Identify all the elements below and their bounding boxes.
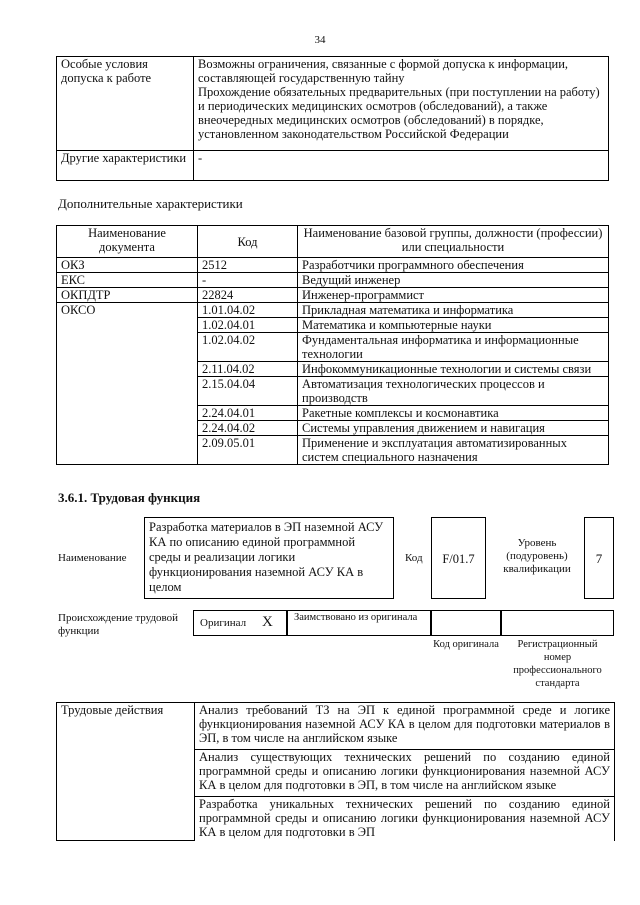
cell-name: Применение и эксплуатация автоматизированных систем специального назначения — [298, 436, 609, 465]
cell-code: 2.11.04.02 — [198, 362, 298, 377]
table-row — [57, 273, 609, 288]
actions-table — [56, 702, 615, 841]
action-item: Анализ требований ТЗ на ЭП к единой программной среде и логике функционирования наземной АСУ КА в целом для подготовки материалов в ЭП, в том числе на английском языке — [195, 703, 615, 750]
cell-code: - — [198, 273, 298, 288]
header-doc: Наименование документа — [57, 226, 198, 258]
extra-heading: Дополнительные характеристики — [58, 196, 243, 211]
original-mark: X — [262, 614, 273, 630]
table-row — [57, 258, 609, 273]
origin-reg-box — [501, 610, 614, 636]
cell-name: Автоматизация технологических процессов и производств — [298, 377, 609, 406]
cell-code: 1.02.04.01 — [198, 318, 298, 333]
caption-code: Код оригинала — [433, 639, 499, 650]
code-label: Код — [405, 552, 423, 564]
cell-name: Математика и компьютерные науки — [298, 318, 609, 333]
table-row — [57, 303, 609, 318]
conditions-label: Особые условия допуска к работе — [57, 57, 194, 151]
conditions-table — [56, 56, 609, 181]
origin-original-box — [193, 610, 287, 636]
function-name-box: Разработка материалов в ЭП наземной АСУ КА по описанию единой программной среды и реализации логики функционирования наземной АСУ КА в целом — [144, 517, 394, 599]
table-header-row — [57, 226, 609, 258]
cell-doc: ОКСО — [57, 303, 198, 465]
cell-code: 1.01.04.02 — [198, 303, 298, 318]
header-name: Наименование базовой группы, должности (профессии) или специальности — [298, 226, 609, 258]
cell-doc: ОКПДТР — [57, 288, 198, 303]
cell-name: Прикладная математика и информатика — [298, 303, 609, 318]
cell-name: Фундаментальная информатика и информационные технологии — [298, 333, 609, 362]
actions-label: Трудовые действия — [57, 703, 195, 841]
action-item: Анализ существующих технических решений по созданию единой программной среды и описанию логики функционирования наземной АСУ КА в целом для подготовки в ЭП, в том числе на английском языке — [195, 750, 615, 797]
cell-name: Инфокоммуникационные технологии и системы связи — [298, 362, 609, 377]
origin-borrowed-box: Заимствовано из оригинала — [287, 610, 431, 636]
cell-code: 2.24.04.02 — [198, 421, 298, 436]
cell-code: 22824 — [198, 288, 298, 303]
function-heading: 3.6.1. Трудовая функция — [58, 490, 201, 505]
table-row — [57, 57, 609, 151]
extra-table — [56, 225, 609, 465]
function-code-box: F/01.7 — [431, 517, 486, 599]
cell-name: Системы управления движением и навигация — [298, 421, 609, 436]
caption-reg: Регистрационный номер профессионального стандарта — [513, 639, 602, 689]
conditions-line: Возможны ограничения, связанные с формой допуска к информации, составляющей государственную тайну — [198, 57, 569, 85]
cell-doc: ЕКС — [57, 273, 198, 288]
conditions-value: - — [194, 151, 609, 181]
cell-code: 1.02.04.02 — [198, 333, 298, 362]
table-row — [57, 288, 609, 303]
level-value-box: 7 — [584, 517, 614, 599]
origin-label: Происхождение трудовой функции — [58, 612, 179, 637]
conditions-label: Другие характеристики — [57, 151, 194, 181]
cell-name: Инженер-программист — [298, 288, 609, 303]
original-label: Оригинал — [200, 617, 247, 629]
cell-name: Разработчики программного обеспечения — [298, 258, 609, 273]
cell-name: Ведущий инженер — [298, 273, 609, 288]
conditions-line: Прохождение обязательных предварительных (при поступлении на работу) и периодических медицинских осмотров (обследований), а также внеочередных медицинских осмотров (обследований) в порядке, установленном законодательством Российской Федерации — [198, 85, 600, 141]
table-row — [57, 703, 615, 750]
table-row — [57, 151, 609, 181]
page-number: 34 — [314, 34, 326, 46]
cell-name: Ракетные комплексы и космонавтика — [298, 406, 609, 421]
cell-code: 2.09.05.01 — [198, 436, 298, 465]
name-label: Наименование — [58, 552, 127, 564]
cell-doc: ОКЗ — [57, 258, 198, 273]
cell-code: 2512 — [198, 258, 298, 273]
origin-code-box — [431, 610, 501, 636]
level-label: Уровень (подуровень) квалификации — [503, 537, 571, 575]
header-code: Код — [198, 226, 298, 258]
cell-code: 2.15.04.04 — [198, 377, 298, 406]
cell-code: 2.24.04.01 — [198, 406, 298, 421]
conditions-value — [194, 57, 609, 151]
action-item: Разработка уникальных технических решений по созданию единой программной среды и описанию логики функционирования наземной АСУ КА в целом для подготовки в ЭП — [195, 797, 615, 841]
